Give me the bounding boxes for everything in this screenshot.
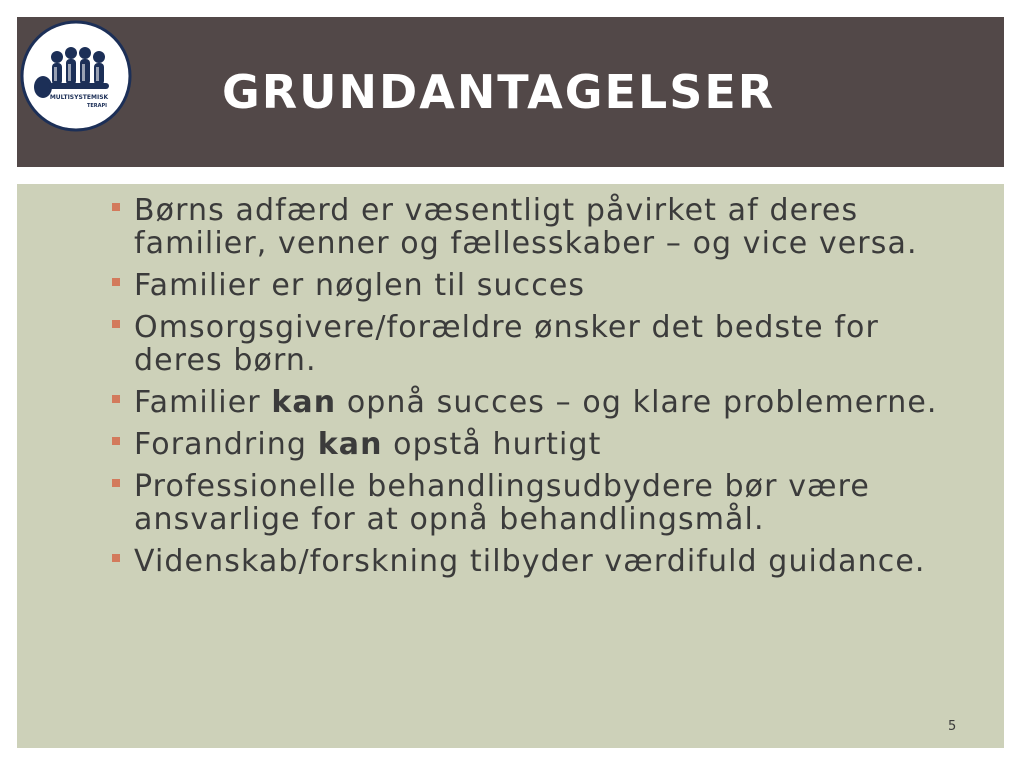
slide-header <box>17 17 1004 167</box>
multisystemisk-terapi-logo <box>19 19 133 133</box>
bullet-item <box>17 470 947 536</box>
slide-title: GRUNDANTAGELSER <box>222 65 776 119</box>
bullet-text: Børns adfærd er væsentligt påvirket af deres familier, venner og fællesskaber – og vice versa. <box>134 193 918 261</box>
bullet-item <box>17 386 947 419</box>
bullet-text-post: opnå succes – og klare problemerne. <box>336 385 938 420</box>
square-bullet-icon <box>112 395 120 403</box>
bullet-text-pre: Forandring <box>134 427 318 462</box>
bullet-item <box>17 311 947 377</box>
bullet-text: Omsorgsgivere/forældre ønsker det bedste for deres børn. <box>134 310 879 378</box>
bullet-text: Familier er nøglen til succes <box>134 268 586 303</box>
square-bullet-icon <box>112 203 120 211</box>
bullet-text-bold: kan <box>271 385 337 420</box>
svg-text:TERAPI: TERAPI <box>86 103 108 109</box>
bullet-text-post: opstå hurtigt <box>382 427 602 462</box>
bullet-item <box>17 545 947 578</box>
square-bullet-icon <box>112 554 120 562</box>
bullet-list <box>17 194 947 587</box>
slide-content <box>17 184 1004 748</box>
bullet-text: Videnskab/forskning tilbyder værdifuld guidance. <box>134 544 926 579</box>
bullet-text-pre: Familier <box>134 385 272 420</box>
page-number: 5 <box>948 719 957 734</box>
svg-text:MULTISYSTEMISK: MULTISYSTEMISK <box>49 94 109 101</box>
bullet-item <box>17 194 947 260</box>
bullet-item <box>17 428 947 461</box>
square-bullet-icon <box>112 479 120 487</box>
square-bullet-icon <box>112 278 120 286</box>
square-bullet-icon <box>112 437 120 445</box>
square-bullet-icon <box>112 320 120 328</box>
bullet-text-bold: kan <box>317 427 383 462</box>
bullet-item <box>17 269 947 302</box>
bullet-text: Professionelle behandlingsudbydere bør være ansvarlige for at opnå behandlingsmål. <box>134 469 870 537</box>
